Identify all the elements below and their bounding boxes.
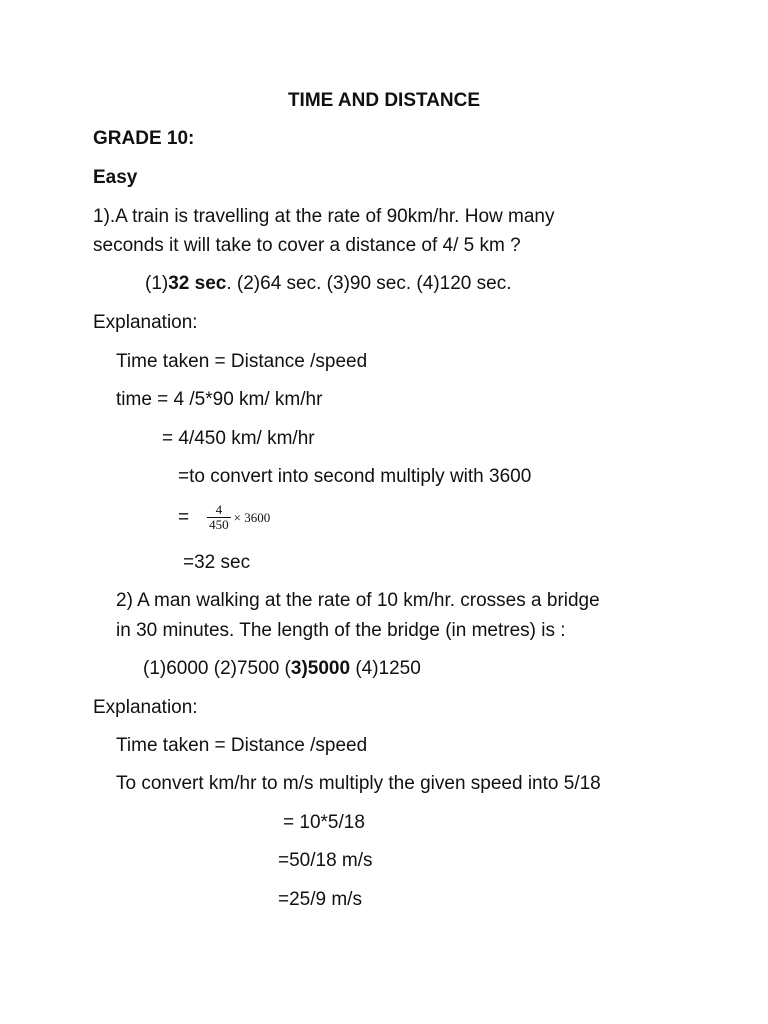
q2-step-2: To convert km/hr to m/s multiply the given speed into 5/18 <box>116 773 601 794</box>
q2-step-4: =50/18 m/s <box>278 850 373 871</box>
question-1-options <box>145 273 511 295</box>
fraction-denominator: 450 <box>209 517 229 532</box>
question-1-line-1: 1).A train is travelling at the rate of 90km/hr. How many <box>93 206 555 227</box>
fraction <box>207 503 231 532</box>
grade-heading: GRADE 10: <box>93 128 195 149</box>
fraction-multiplier: × 3600 <box>233 509 271 525</box>
correct-answer: 32 sec <box>168 273 227 294</box>
explanation-label-1: Explanation: <box>93 312 198 333</box>
explanation-label-2: Explanation: <box>93 697 198 718</box>
q1-step-1: Time taken = Distance /speed <box>116 351 368 372</box>
fraction-numerator: 4 <box>215 502 223 517</box>
q1-result: =32 sec <box>183 552 251 573</box>
q1-step-3: = 4/450 km/ km/hr <box>162 428 315 449</box>
question-2-options <box>143 658 421 680</box>
q2-step-3: = 10*5/18 <box>283 812 365 833</box>
question-2-line-2: in 30 minutes. The length of the bridge (in metres) is : <box>116 620 566 641</box>
q1-step-2: time = 4 /5*90 km/ km/hr <box>116 389 323 410</box>
option-prefix: (1) <box>145 273 169 294</box>
correct-answer: 3)5000 <box>290 658 351 679</box>
page-title: TIME AND DISTANCE <box>287 90 481 111</box>
fraction-expression <box>178 503 270 532</box>
q2-step-5: =25/9 m/s <box>278 889 362 910</box>
options-after: (4)1250 <box>350 658 421 679</box>
other-options: . (2)64 sec. (3)90 sec. (4)120 sec. <box>226 273 512 294</box>
fraction-equals: = <box>178 506 190 528</box>
difficulty-heading: Easy <box>93 167 138 188</box>
options-before: (1)6000 (2)7500 ( <box>143 658 291 679</box>
question-1-line-2: seconds it will take to cover a distance of 4/ 5 km ? <box>93 235 521 256</box>
question-2-line-1: 2) A man walking at the rate of 10 km/hr. crosses a bridge <box>116 590 600 611</box>
q1-step-4: =to convert into second multiply with 3600 <box>178 466 532 487</box>
q2-step-1: Time taken = Distance /speed <box>116 735 368 756</box>
